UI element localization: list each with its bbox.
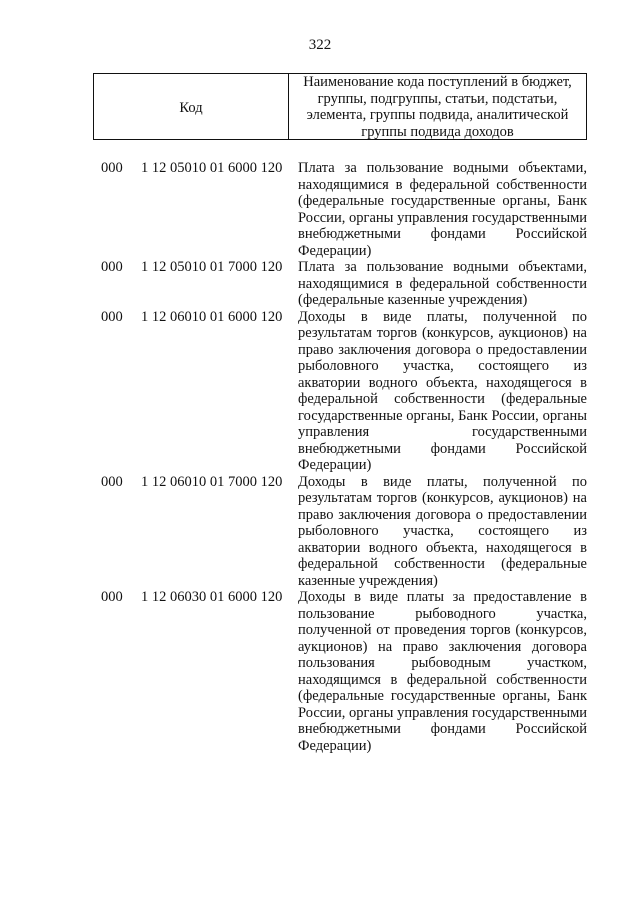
row-description (298, 474, 587, 590)
row-description (298, 309, 587, 474)
description-line: Федерации) (298, 242, 372, 259)
description-line: акватории водного объекта, находящегося в (298, 539, 587, 556)
row-admin-code: 000 (101, 160, 123, 176)
description-line: Плата за пользование водными объектами, (298, 160, 587, 176)
description-line: управления государственными (298, 424, 587, 440)
description-line: России, органы управления государственными (298, 209, 587, 226)
description-line: аукционов) на право заключения договора (298, 638, 587, 655)
table-row (0, 160, 640, 259)
description-line: Федерации) (298, 457, 372, 473)
row-revenue-code: 1 12 05010 01 7000 120 (141, 259, 283, 275)
description-line: России, органы управления государственными (298, 704, 587, 721)
description-line: Доходы в виде платы за предоставление в (298, 589, 587, 605)
row-admin-code: 000 (101, 308, 123, 325)
description-line: находящимися в федеральной собственности (298, 275, 587, 292)
description-line: внебюджетными фондами Российской (298, 721, 587, 737)
table-body (0, 160, 640, 754)
row-revenue-code: 1 12 06010 01 7000 120 (141, 473, 283, 490)
description-line: внебюджетными фондами Российской (298, 226, 587, 242)
description-line: Доходы в виде платы, полученной по (298, 308, 587, 325)
description-line: право заключения договора о предоставлении (298, 506, 587, 523)
description-line: государственные органы, Банк России, органы (298, 407, 587, 424)
description-line: результатам торгов (конкурсов, аукционов) на (298, 490, 587, 506)
header-name-label: Наименование кода поступлений в бюджет, группы, подгруппы, статьи, подстатьи, элемента, группы подвида, аналитической группы подвида доходов (303, 74, 572, 140)
description-line: Плата за пользование водными объектами, (298, 259, 587, 275)
description-line: Федерации) (298, 737, 372, 754)
description-line: федеральной собственности (федеральные (298, 391, 587, 407)
table-row (0, 259, 640, 309)
description-line: пользование рыбоводного участка, (298, 605, 587, 622)
description-line: рыболовного участка, состоящего из (298, 358, 587, 374)
description-line: право заключения договора о предоставлении (298, 341, 587, 358)
table-row (0, 474, 640, 590)
row-description (298, 160, 587, 259)
description-line: рыболовного участка, состоящего из (298, 523, 587, 539)
description-line: казенные учреждения) (298, 572, 438, 589)
description-line: акватории водного объекта, находящегося в (298, 374, 587, 391)
row-description (298, 589, 587, 754)
description-line: Доходы в виде платы, полученной по (298, 473, 587, 490)
description-line: пользования рыбоводным участком, (298, 655, 587, 671)
description-line: (федеральные государственные органы, Банк (298, 688, 587, 704)
header-code-label: Код (94, 74, 289, 139)
row-admin-code: 000 (101, 473, 123, 490)
table-header (93, 73, 587, 140)
description-line: внебюджетными фондами Российской (298, 440, 587, 457)
row-revenue-code: 1 12 06030 01 6000 120 (141, 589, 283, 605)
page-number: 322 (308, 37, 332, 53)
description-line: полученной от проведения торгов (конкурсов, (298, 622, 587, 638)
description-line: находящимся в федеральной собственности (298, 671, 587, 688)
row-description (298, 259, 587, 309)
row-admin-code: 000 (101, 589, 123, 605)
row-revenue-code: 1 12 05010 01 6000 120 (141, 160, 283, 176)
row-admin-code: 000 (101, 259, 123, 275)
row-revenue-code: 1 12 06010 01 6000 120 (141, 308, 283, 325)
table-row (0, 309, 640, 474)
description-line: федеральной собственности (федеральные (298, 556, 587, 572)
description-line: (федеральные казенные учреждения) (298, 292, 528, 308)
description-line: находящимися в федеральной собственности (298, 176, 587, 193)
table-row (0, 589, 640, 754)
description-line: результатам торгов (конкурсов, аукционов) на (298, 325, 587, 341)
description-line: (федеральные государственные органы, Банк (298, 193, 587, 209)
